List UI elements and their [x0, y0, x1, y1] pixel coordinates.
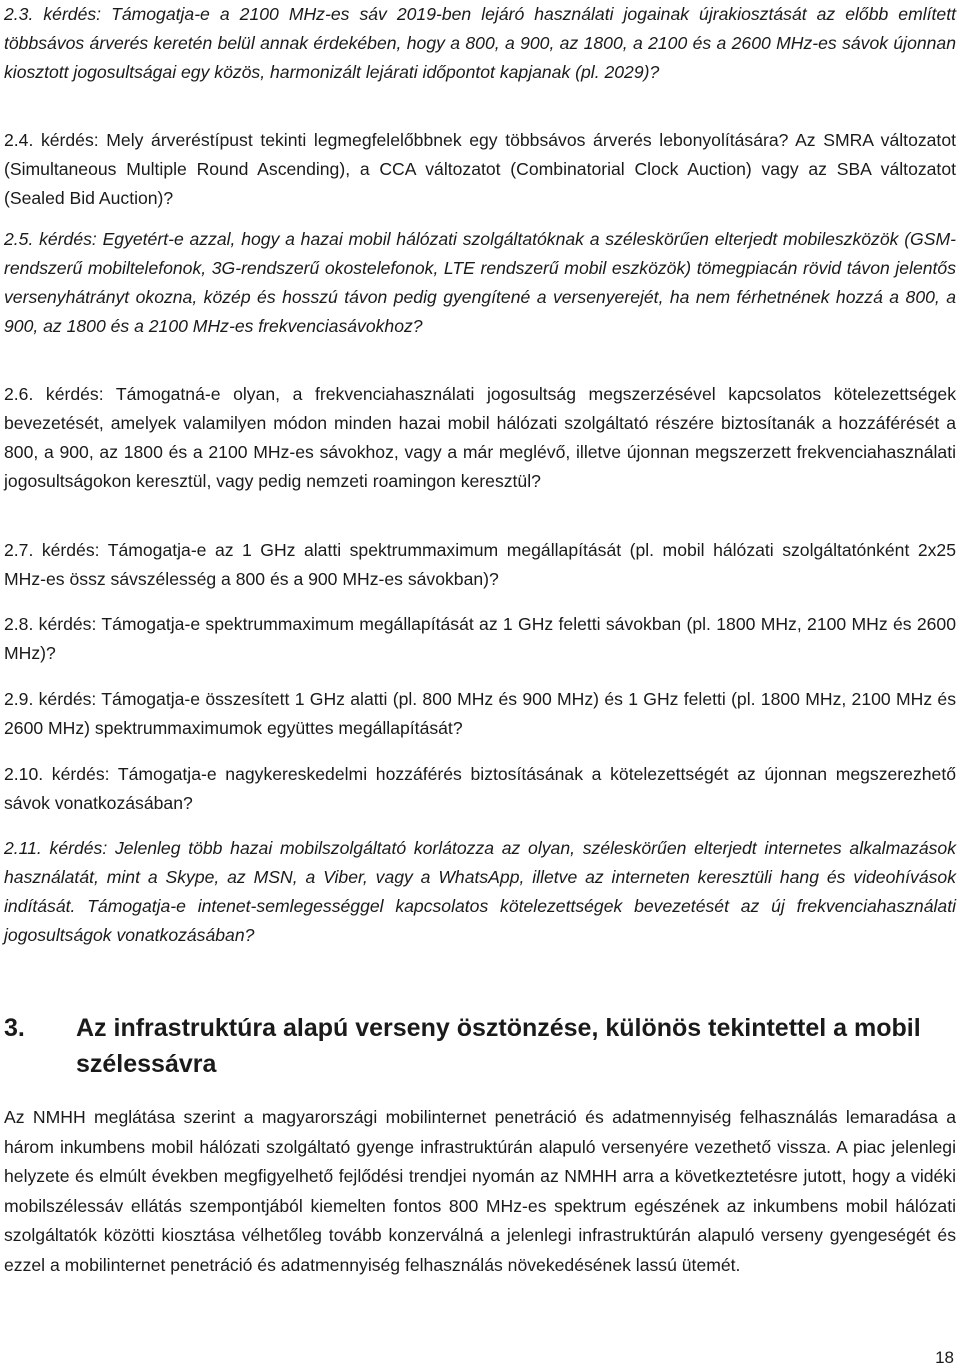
section-paragraph: [4, 1103, 956, 1280]
question-text: 2.7. kérdés: Támogatja-e az 1 GHz alatti spektrummaximum megállapítását (pl. mobil hálózati szolgáltatónként 2x25 MHz-es össz sávszélesség a 800 és a 900 MHz-es sávokban)?: [4, 540, 956, 589]
question-text: 2.4. kérdés: Mely árveréstípust tekinti legmegfelelőbbnek egy többsávos árverés lebonyolítására? Az SMRA változatot (Simultaneous Multiple Round Ascending), a CCA változatot (Combinatorial Clock Auction) vagy az SBA változatot (Sealed Bid Auction)?: [4, 130, 956, 208]
section-title: Az infrastruktúra alapú verseny ösztönzése, különös tekintettel a mobil szélessávra: [76, 1014, 921, 1078]
question-2-9: [4, 685, 956, 743]
question-2-6: [4, 380, 956, 496]
section-number: 3.: [4, 1014, 25, 1042]
question-text: 2.5. kérdés: Egyetért-e azzal, hogy a hazai mobil hálózati szolgáltatóknak a széleskörűen elterjedt mobileszközök (GSM-rendszerű mobiltelefonok, 3G-rendszerű okostelefonok, LTE rendszerű mobil eszközök) tömegpiacán rövid távon jelentős versenyhátrányt okozna, közép és hosszú távon pedig gyengítené a versenyerejét, ha nem férhetnének hozzá a 800, a 900, az 1800 és a 2100 MHz-es frekvenciasávokhoz?: [4, 229, 956, 336]
question-2-3: [4, 0, 956, 87]
question-2-8: [4, 610, 956, 668]
page-number: 18: [935, 1348, 954, 1367]
question-text: 2.8. kérdés: Támogatja-e spektrummaximum megállapítását az 1 GHz feletti sávokban (pl. 1800 MHz, 2100 MHz és 2600 MHz)?: [4, 614, 956, 663]
paragraph-text: Az NMHH meglátása szerint a magyarországi mobilinternet penetráció és adatmennyiség felhasználás lemaradása a három inkumbens mobil hálózati szolgáltató gyenge infrastruktúrán alapuló versenyére vezethető vissza. A piac jelenlegi helyzete és elmúlt években megfigyelhető fejlődési trendjei nyomán az NMHH arra a következtetésre jutott, hogy a vidéki mobilszélessáv ellátás szempontjából kiemelten fontos 800 MHz-es spektrum egészének az inkumbens mobil hálózati szolgáltatók közötti kiosztása vélhetőleg tovább konzerválná a jelenlegi infrastruktúrán alapuló verseny gyengeségét és ezzel a mobilinternet penetráció és adatmennyiség felhasználás növekedésének lassú ütemét.: [4, 1107, 956, 1275]
question-text: 2.10. kérdés: Támogatja-e nagykereskedelmi hozzáférés biztosításának a kötelezettségét az újonnan megszerezhető sávok vonatkozásában?: [4, 764, 956, 813]
question-2-10: [4, 760, 956, 818]
question-text: 2.9. kérdés: Támogatja-e összesített 1 GHz alatti (pl. 800 MHz és 900 MHz) és 1 GHz feletti (pl. 1800 MHz, 2100 MHz és 2600 MHz) spektrummaximumok együttes megállapítását?: [4, 689, 956, 738]
question-2-11: [4, 834, 956, 950]
question-2-5: [4, 225, 956, 341]
question-2-4: [4, 126, 956, 213]
question-text: 2.6. kérdés: Támogatná-e olyan, a frekvenciahasználati jogosultság megszerzésével kapcsolatos kötelezettségek bevezetését, amelyek valamilyen módon minden hazai mobil hálózati szolgáltató részére biztosítanák a hozzáférését a 800, a 900, az 1800 és a 2100 MHz-es sávokhoz, vagy a már meglévő, illetve újonnan megszerzett frekvenciahasználati jogosultságokon keresztül, vagy pedig nemzeti roamingon keresztül?: [4, 384, 956, 491]
question-text: 2.11. kérdés: Jelenleg több hazai mobilszolgáltató korlátozza az olyan, széleskörűen elterjedt internetes alkalmazások használatát, mint a Skype, az MSN, a Viber, vagy a WhatsApp, illetve az interneten keresztüli hang és videohívások indítását. Támogatja-e intenet-semlegességgel kapcsolatos kötelezettségek bevezetését az új frekvenciahasználati jogosultságok vonatkozásában?: [4, 838, 956, 945]
question-text: 2.3. kérdés: Támogatja-e a 2100 MHz-es sáv 2019-ben lejáró használati jogainak újrakiosztását az előbb említett többsávos árverés keretén belül annak érdekében, hogy a 800, a 900, az 1800, a 2100 és a 2600 MHz-es sávok újonnan kiosztott jogosultságai egy közös, harmonizált lejárati időpontot kapjanak (pl. 2029)?: [4, 4, 956, 82]
question-2-7: [4, 536, 956, 594]
